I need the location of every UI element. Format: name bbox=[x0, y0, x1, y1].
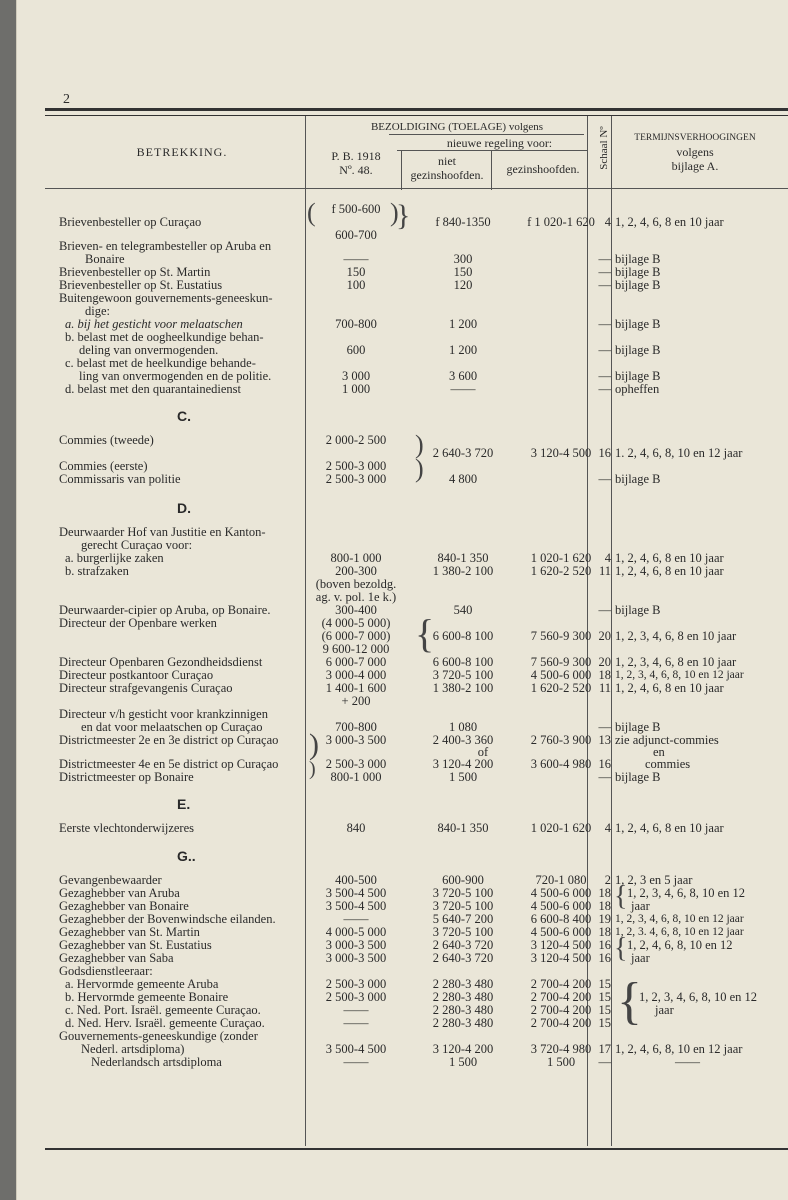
cell-pb: 3 000-4 000 bbox=[325, 668, 387, 682]
header-subgroup: nieuwe regeling voor: bbox=[446, 136, 553, 150]
row-name: Directeur v/h gesticht voor krankzinnigen bbox=[59, 707, 268, 721]
cell-schaal: — bbox=[598, 252, 611, 266]
cell-termijn: 1, 2, 3, 4, 6, 8, 10 en 12 jaar bbox=[615, 669, 744, 681]
header-line-2 bbox=[397, 150, 587, 151]
page-number: 2 bbox=[63, 92, 70, 107]
cell-schaal: 18 bbox=[598, 668, 611, 682]
cell-pb: 6 000-7 000 bbox=[325, 655, 387, 669]
cell-niet: 3 120-4 200 bbox=[432, 1042, 494, 1056]
cell-pb: 2 500-3 000 bbox=[325, 977, 387, 991]
brace: { bbox=[614, 933, 628, 964]
cell-termijn: 1, 2, 3 en 5 jaar bbox=[615, 873, 693, 887]
row-name-cont: ling van onvermogenden en de politie. bbox=[79, 369, 272, 383]
row-name-cont: en dat voor melaatschen op Curaçao bbox=[81, 720, 263, 734]
cell-pb: 150 bbox=[346, 265, 366, 279]
brace: { bbox=[415, 611, 435, 656]
cell-gezin: 2 700-4 200 bbox=[530, 1003, 592, 1017]
cell-schaal: 15 bbox=[598, 990, 611, 1004]
cell-pb: 300-400 bbox=[335, 603, 377, 617]
cell-niet: 4 800 bbox=[448, 472, 478, 486]
row-name: Deurwaarder-cipier op Aruba, op Bonaire. bbox=[59, 603, 271, 617]
cell-termijn: bijlage B bbox=[615, 720, 661, 734]
cell-termijn: jaar bbox=[631, 951, 650, 965]
cell-termijn: 1. 2, 4, 6, 8, 10 en 12 jaar bbox=[615, 446, 743, 460]
cell-gezin: 720-1 080 bbox=[535, 873, 587, 887]
cell-termijn: 1, 2, 4, 6, 8 en 10 jaar bbox=[615, 821, 724, 835]
brace: ) bbox=[415, 430, 424, 459]
cell-pb: 3 000-3 500 bbox=[325, 951, 387, 965]
col-line-5 bbox=[611, 116, 612, 1146]
brace: ) bbox=[309, 728, 319, 761]
cell-schaal: — bbox=[598, 770, 611, 784]
col-line-1 bbox=[305, 116, 306, 1146]
cell-niet: 6 600-8 100 bbox=[432, 655, 494, 669]
cell-termijn: 1, 2, 3, 4, 6, 8 en 10 jaar bbox=[615, 655, 737, 669]
row-name: Directeur strafgevangenis Curaçao bbox=[59, 681, 233, 695]
cell-pb: 200-300 bbox=[335, 564, 377, 578]
col-line-2 bbox=[401, 150, 402, 190]
brace: { bbox=[617, 973, 642, 1030]
cell-termijn: 1, 2, 3. 4, 6, 8, 10 en 12 jaar bbox=[615, 926, 744, 938]
cell-pb: —— bbox=[343, 912, 369, 926]
cell-niet: 840-1 350 bbox=[437, 821, 489, 835]
cell-gezin: 2 700-4 200 bbox=[530, 1016, 592, 1030]
row-name: Gezaghebber van St. Martin bbox=[59, 925, 200, 939]
cell-termijn: opheffen bbox=[615, 382, 660, 396]
cell-termijn: bijlage B bbox=[615, 369, 661, 383]
cell-niet: f 840-1350 bbox=[435, 215, 491, 229]
cell-termijn: 1, 2, 3, 4, 6, 8, 10 en 12 bbox=[639, 990, 758, 1004]
cell-pb: 800-1 000 bbox=[330, 551, 382, 565]
cell-termijn: jaar bbox=[655, 1003, 674, 1017]
cell-schaal: 17 bbox=[598, 1042, 611, 1056]
cell-niet: 2 280-3 480 bbox=[432, 990, 494, 1004]
cell-schaal: 11 bbox=[598, 681, 611, 695]
cell-niet: 1 500 bbox=[448, 770, 478, 784]
row-name: Districtmeester 2e en 3e district op Curaçao bbox=[59, 733, 279, 747]
cell-schaal: 18 bbox=[598, 925, 611, 939]
cell-pb: + 200 bbox=[341, 694, 371, 708]
cell-schaal: 20 bbox=[598, 655, 611, 669]
row-name: Gezaghebber van Bonaire bbox=[59, 899, 189, 913]
row-name: a. bij het gesticht voor melaatschen bbox=[65, 317, 243, 331]
cell-pb: 2 500-3 000 bbox=[325, 757, 387, 771]
header-termijn-2: volgens bbox=[676, 145, 714, 159]
cell-niet: 300 bbox=[453, 252, 473, 266]
cell-niet: 1 080 bbox=[448, 720, 478, 734]
cell-gezin: 1 020-1 620 bbox=[530, 551, 592, 565]
row-name: Eerste vlechtonderwijzeres bbox=[59, 821, 195, 835]
cell-gezin: 4 500-6 000 bbox=[530, 899, 592, 913]
cell-niet: 1 200 bbox=[448, 343, 478, 357]
cell-termijn: 1, 2, 3, 4, 6, 8 en 10 jaar bbox=[615, 629, 737, 643]
cell-termijn: bijlage B bbox=[615, 603, 661, 617]
cell-schaal: 11 bbox=[598, 564, 611, 578]
row-name: c. belast met de heelkundige behande- bbox=[65, 356, 256, 370]
row-name: Commissaris van politie bbox=[59, 472, 181, 486]
cell-pb: —— bbox=[343, 1055, 369, 1069]
cell-termijn: 1, 2, 4, 6, 8 en 10 jaar bbox=[615, 215, 724, 229]
cell-schaal: — bbox=[598, 369, 611, 383]
cell-gezin: 3 120-4 500 bbox=[530, 446, 592, 460]
cell-niet: 3 720-5 100 bbox=[432, 899, 494, 913]
cell-schaal: — bbox=[598, 317, 611, 331]
cell-pb: 3 000-3 500 bbox=[325, 733, 387, 747]
cell-pb: 1 000 bbox=[341, 382, 371, 396]
cell-termijn: commies bbox=[645, 757, 691, 771]
brace: ) bbox=[390, 198, 399, 227]
section-heading-c: C. bbox=[177, 408, 191, 424]
row-name: d. Ned. Herv. Israël. gemeente Curaçao. bbox=[65, 1016, 265, 1030]
row-name-cont: gerecht Curaçao voor: bbox=[81, 538, 193, 552]
row-name: b. belast met de oogheelkundige behan- bbox=[65, 330, 264, 344]
cell-schaal: 4 bbox=[604, 551, 611, 565]
cell-pb: 400-500 bbox=[335, 873, 377, 887]
header-bottom-rule bbox=[45, 188, 788, 189]
cell-schaal: — bbox=[598, 278, 611, 292]
header-niet-1: niet bbox=[438, 154, 456, 168]
row-name: Gouvernements-geneeskundige (zonder bbox=[59, 1029, 258, 1043]
cell-schaal: — bbox=[598, 1055, 611, 1069]
cell-pb-note: (boven bezoldg. bbox=[315, 577, 397, 591]
cell-pb: 3 500-4 500 bbox=[325, 899, 387, 913]
cell-pb: 3 000-3 500 bbox=[325, 938, 387, 952]
row-name-cont: dige: bbox=[85, 304, 110, 318]
cell-termijn: bijlage B bbox=[615, 472, 661, 486]
cell-niet: 120 bbox=[453, 278, 473, 292]
header-pb-1: P. B. 1918 bbox=[331, 149, 381, 163]
cell-schaal: 15 bbox=[598, 977, 611, 991]
row-name: a. burgerlijke zaken bbox=[65, 551, 164, 565]
cell-termijn: zie adjunct-commies bbox=[615, 733, 719, 747]
cell-gezin: 7 560-9 300 bbox=[530, 655, 592, 669]
cell-schaal: 16 bbox=[598, 446, 611, 460]
cell-gezin: 4 500-6 000 bbox=[530, 668, 592, 682]
cell-schaal: 15 bbox=[598, 1016, 611, 1030]
cell-termijn: 1, 2, 4, 6, 8 en 10 jaar bbox=[615, 551, 724, 565]
row-name: Districtmeester 4e en 5e district op Curaçao bbox=[59, 757, 279, 771]
cell-niet: 1 200 bbox=[448, 317, 478, 331]
cell-schaal: 16 bbox=[598, 951, 611, 965]
header-termijn-1: TERMIJNSVERHOOGINGEN bbox=[634, 133, 756, 143]
row-name: a. Hervormde gemeente Aruba bbox=[65, 977, 219, 991]
cell-niet: —— bbox=[450, 382, 476, 396]
cell-gezin: 1 620-2 520 bbox=[530, 681, 592, 695]
cell-niet: 3 600 bbox=[448, 369, 478, 383]
cell-pb: 3 000 bbox=[341, 369, 371, 383]
cell-schaal: 18 bbox=[598, 899, 611, 913]
row-name: Nederlandsch artsdiploma bbox=[91, 1055, 222, 1069]
cell-schaal: 4 bbox=[604, 215, 611, 229]
cell-niet: 3 720-5 100 bbox=[432, 886, 494, 900]
section-heading-d: D. bbox=[177, 500, 191, 516]
cell-termijn: bijlage B bbox=[615, 278, 661, 292]
cell-termijn: bijlage B bbox=[615, 265, 661, 279]
cell-pb: 100 bbox=[346, 278, 366, 292]
cell-pb: 2 500-3 000 bbox=[325, 472, 387, 486]
row-name: Districtmeester op Bonaire bbox=[59, 770, 194, 784]
cell-pb: —— bbox=[343, 1003, 369, 1017]
row-name: b. strafzaken bbox=[65, 564, 129, 578]
cell-termijn: —— bbox=[675, 1055, 700, 1069]
row-name: Commies (eerste) bbox=[59, 459, 148, 473]
cell-pb: 1 400-1 600 bbox=[325, 681, 387, 695]
row-name: Gezaghebber van St. Eustatius bbox=[59, 938, 212, 952]
cell-pb: —— bbox=[343, 252, 369, 266]
cell-schaal: 15 bbox=[598, 1003, 611, 1017]
cell-pb: 700-800 bbox=[335, 317, 377, 331]
cell-niet: 3 720-5 100 bbox=[432, 668, 494, 682]
cell-schaal: 13 bbox=[598, 733, 611, 747]
brace: { bbox=[614, 881, 628, 912]
cell-niet: 1 380-2 100 bbox=[432, 681, 494, 695]
cell-gezin: 3 600-4 980 bbox=[530, 757, 592, 771]
cell-termijn: 1, 2, 4, 6, 8 en 10 jaar bbox=[615, 681, 724, 695]
cell-niet: 2 640-3 720 bbox=[432, 938, 494, 952]
cell-schaal: 2 bbox=[604, 873, 611, 887]
cell-gezin: 3 120-4 500 bbox=[530, 951, 592, 965]
bottom-rule bbox=[45, 1148, 788, 1150]
row-name-cont: deling van onvermogenden. bbox=[79, 343, 219, 357]
cell-schaal: 19 bbox=[598, 912, 611, 926]
cell-niet: 840-1 350 bbox=[437, 551, 489, 565]
cell-niet: 2 280-3 480 bbox=[432, 1016, 494, 1030]
row-name-cont: Bonaire bbox=[85, 252, 125, 266]
cell-gezin: 3 120-4 500 bbox=[530, 938, 592, 952]
cell-pb: 840 bbox=[346, 821, 366, 835]
cell-niet: 5 640-7 200 bbox=[432, 912, 494, 926]
cell-schaal: — bbox=[598, 343, 611, 357]
row-name: Gevangenbewaarder bbox=[59, 873, 162, 887]
cell-schaal: 4 bbox=[604, 821, 611, 835]
header-niet-2: gezinshoofden. bbox=[410, 168, 484, 182]
cell-niet: 3 120-4 200 bbox=[432, 757, 494, 771]
row-name: Gezaghebber der Bovenwindsche eilanden. bbox=[59, 912, 276, 926]
cell-pb: 800-1 000 bbox=[330, 770, 382, 784]
cell-termijn: bijlage B bbox=[615, 770, 661, 784]
cell-pb: 2 000-2 500 bbox=[325, 433, 387, 447]
cell-pb: (6 000-7 000) bbox=[321, 629, 391, 643]
row-name: d. belast met den quarantainedienst bbox=[65, 382, 241, 396]
section-heading-e: E. bbox=[177, 796, 191, 812]
cell-gezin: 1 020-1 620 bbox=[530, 821, 592, 835]
top-rule-thin bbox=[45, 115, 788, 116]
cell-niet: 2 640-3 720 bbox=[432, 446, 494, 460]
cell-schaal: — bbox=[598, 603, 611, 617]
cell-pb: 2 500-3 000 bbox=[325, 459, 387, 473]
row-name: Buitengewoon gouvernements-geneeskun- bbox=[59, 291, 273, 305]
cell-pb: 3 500-4 500 bbox=[325, 886, 387, 900]
row-name: Directeur postkantoor Curaçao bbox=[59, 668, 214, 682]
header-termijn-3: bijlage A. bbox=[671, 159, 719, 173]
row-name: Brievenbesteller op Curaçao bbox=[59, 215, 202, 229]
header-gezinshoofden: gezinshoofden. bbox=[506, 162, 580, 176]
cell-termijn-cont: en bbox=[653, 745, 665, 759]
cell-termijn: jaar bbox=[631, 899, 650, 913]
brace: ) bbox=[309, 758, 316, 780]
cell-gezin: 4 500-6 000 bbox=[530, 886, 592, 900]
row-name-cont: Nederl. artsdiploma) bbox=[81, 1042, 185, 1056]
cell-schaal: 18 bbox=[598, 886, 611, 900]
cell-gezin: 2 700-4 200 bbox=[530, 977, 592, 991]
cell-schaal: 16 bbox=[598, 757, 611, 771]
document-page bbox=[16, 0, 788, 1200]
cell-niet: 600-900 bbox=[442, 873, 484, 887]
cell-schaal: — bbox=[598, 265, 611, 279]
cell-schaal: — bbox=[598, 720, 611, 734]
cell-gezin: 4 500-6 000 bbox=[530, 925, 592, 939]
cell-niet: 1 500 bbox=[448, 1055, 478, 1069]
cell-termijn: 1, 2, 4, 6, 8, 10 en 12 bbox=[627, 938, 733, 952]
cell-termijn: 1, 2, 4, 6, 8 en 10 jaar bbox=[615, 564, 724, 578]
row-name: c. Ned. Port. Israël. gemeente Curaçao. bbox=[65, 1003, 261, 1017]
cell-pb: 3 500-4 500 bbox=[325, 1042, 387, 1056]
row-name: Directeur der Openbare werken bbox=[59, 616, 217, 630]
row-name: Gezaghebber van Saba bbox=[59, 951, 174, 965]
cell-termijn: 1, 2, 3, 4, 6, 8, 10 en 12 bbox=[627, 886, 746, 900]
row-name: Brieven- en telegrambesteller op Aruba en bbox=[59, 239, 272, 253]
cell-niet: 540 bbox=[453, 603, 473, 617]
cell-niet: 2 400-3 360 bbox=[432, 733, 494, 747]
row-name: Brievenbesteller op St. Eustatius bbox=[59, 278, 223, 292]
cell-gezin: 2 700-4 200 bbox=[530, 990, 592, 1004]
cell-termijn: bijlage B bbox=[615, 343, 661, 357]
cell-niet: 2 280-3 480 bbox=[432, 977, 494, 991]
header-betrekking: BETREKKING. bbox=[136, 145, 228, 159]
cell-gezin: 1 500 bbox=[546, 1055, 576, 1069]
cell-gezin: 2 760-3 900 bbox=[530, 733, 592, 747]
cell-schaal: — bbox=[598, 382, 611, 396]
cell-niet: 150 bbox=[453, 265, 473, 279]
row-name: b. Hervormde gemeente Bonaire bbox=[65, 990, 229, 1004]
brace: ) bbox=[415, 454, 424, 483]
section-heading-g: G.. bbox=[177, 848, 196, 864]
cell-pb: 700-800 bbox=[335, 720, 377, 734]
cell-gezin: 6 600-8 400 bbox=[530, 912, 592, 926]
cell-termijn: 1, 2, 4, 6, 8, 10 en 12 jaar bbox=[615, 1042, 743, 1056]
row-name: Commies (tweede) bbox=[59, 433, 154, 447]
cell-gezin: 3 720-4 980 bbox=[530, 1042, 592, 1056]
cell-niet: 6 600-8 100 bbox=[432, 629, 494, 643]
brace: ( bbox=[307, 198, 316, 227]
cell-schaal: 20 bbox=[598, 629, 611, 643]
cell-pb: 600-700 bbox=[335, 228, 377, 242]
cell-pb-note: ag. v. pol. 1e k.) bbox=[315, 590, 397, 604]
cell-pb: f 500-600 bbox=[331, 202, 381, 216]
cell-pb: (4 000-5 000) bbox=[321, 616, 391, 630]
cell-pb: 600 bbox=[346, 343, 366, 357]
header-pb-2: Nº. 48. bbox=[339, 163, 373, 177]
cell-niet: 2 640-3 720 bbox=[432, 951, 494, 965]
header-schaal: Schaal Nº bbox=[598, 126, 610, 170]
cell-niet: 1 380-2 100 bbox=[432, 564, 494, 578]
cell-pb: 9 600-12 000 bbox=[322, 642, 390, 656]
cell-termijn: 1, 2, 3, 4, 6, 8, 10 en 12 jaar bbox=[615, 913, 744, 925]
col-line-3 bbox=[491, 150, 492, 190]
brace: } bbox=[396, 199, 411, 232]
cell-pb: —— bbox=[343, 1016, 369, 1030]
row-name: Gezaghebber van Aruba bbox=[59, 886, 180, 900]
cell-schaal: — bbox=[598, 472, 611, 486]
cell-termijn: bijlage B bbox=[615, 317, 661, 331]
cell-pb: 2 500-3 000 bbox=[325, 990, 387, 1004]
cell-gezin: f 1 020-1 620 bbox=[527, 215, 595, 229]
cell-gezin: 1 620-2 520 bbox=[530, 564, 592, 578]
cell-niet: 2 280-3 480 bbox=[432, 1003, 494, 1017]
cell-niet-note: of bbox=[477, 745, 489, 759]
top-rule bbox=[45, 108, 788, 111]
header-line-1 bbox=[389, 134, 584, 135]
cell-gezin: 7 560-9 300 bbox=[530, 629, 592, 643]
row-name: Godsdienstleeraar: bbox=[59, 964, 153, 978]
row-name: Directeur Openbaren Gezondheidsdienst bbox=[59, 655, 263, 669]
row-name: Brievenbesteller op St. Martin bbox=[59, 265, 211, 279]
row-name: Deurwaarder Hof van Justitie en Kanton- bbox=[59, 525, 266, 539]
cell-pb: 4 000-5 000 bbox=[325, 925, 387, 939]
cell-schaal: 16 bbox=[598, 938, 611, 952]
header-group-title: BEZOLDIGING (TOELAGE) volgens bbox=[370, 121, 544, 133]
cell-termijn: bijlage B bbox=[615, 252, 661, 266]
cell-niet: 3 720-5 100 bbox=[432, 925, 494, 939]
